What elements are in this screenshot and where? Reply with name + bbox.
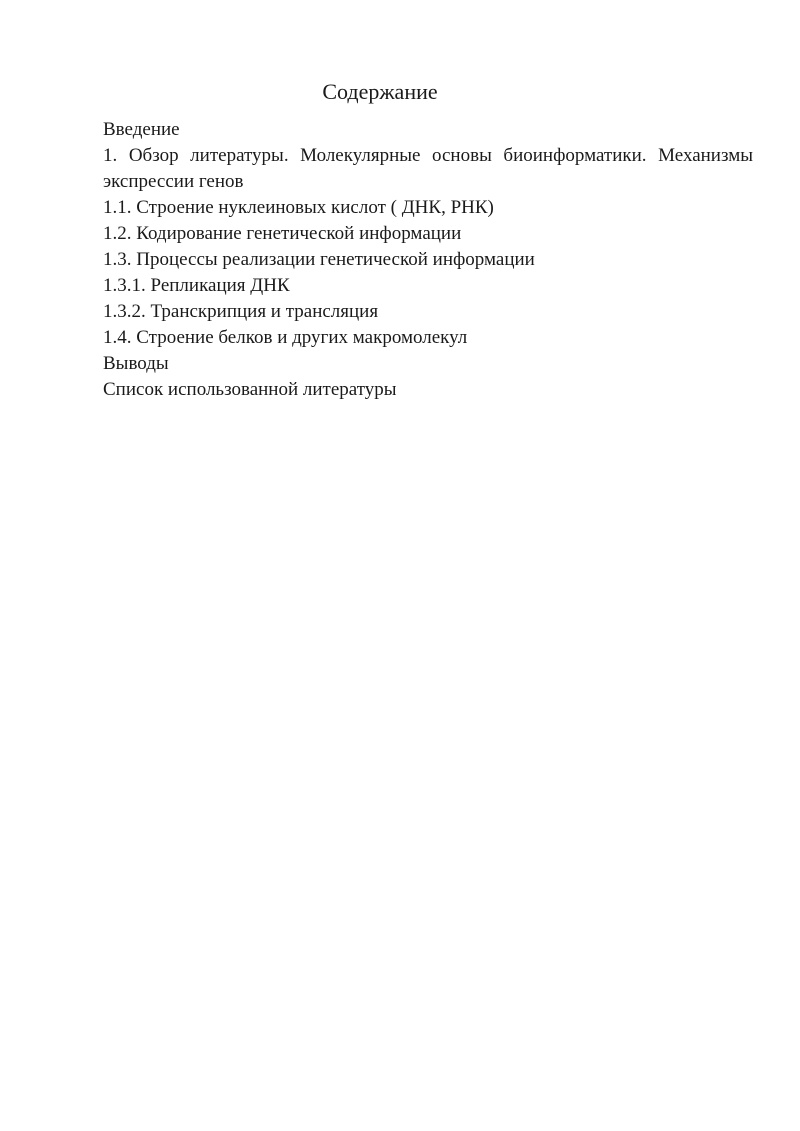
toc-entry-protein-structure: 1.4. Строение белков и других макромолекул [103, 327, 468, 348]
toc-entry-realization-processes: 1.3. Процессы реализации генетической информации [103, 249, 535, 270]
toc-entry-genetic-coding: 1.2. Кодирование генетической информации [103, 223, 462, 244]
toc-entry-introduction: Введение [103, 119, 180, 140]
toc-entry-transcription-translation: 1.3.2. Транскрипция и трансляция [103, 301, 379, 322]
toc-entry-conclusions: Выводы [103, 353, 169, 374]
toc-list [103, 117, 753, 403]
toc-entry-references: Список использованной литературы [103, 379, 397, 400]
toc-entry-literature-review: 1. Обзор литературы. Молекулярные основы биоинформатики. Механизмы экспрессии генов [103, 145, 753, 192]
toc-entry-dna-replication: 1.3.1. Репликация ДНК [103, 275, 290, 296]
toc-entry-nucleic-acids: 1.1. Строение нуклеиновых кислот ( ДНК, РНК) [103, 197, 494, 218]
toc-title: Содержание [322, 79, 438, 104]
